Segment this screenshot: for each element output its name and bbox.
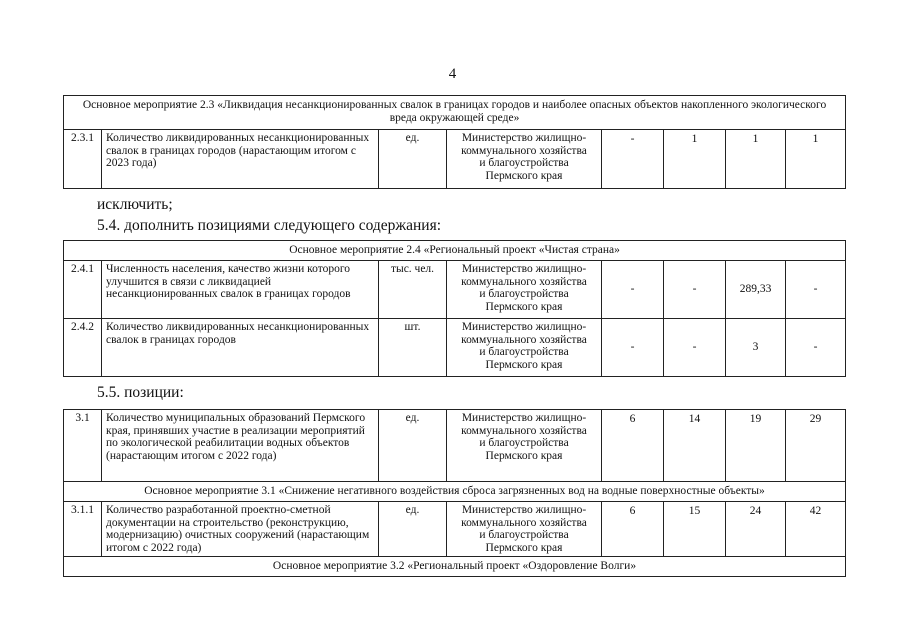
value-1: 6 <box>602 410 664 482</box>
table-row <box>64 502 846 557</box>
table-row <box>64 410 846 482</box>
section-header-3-1: Основное мероприятие 3.1 «Снижение негативного воздействия сброса загрязненных вод на водные поверхностные объекты» <box>64 482 846 502</box>
responsible: Министерство жилищно- коммунального хозяйства и благоустройства Пермского края <box>447 319 602 377</box>
value-2: - <box>664 319 726 377</box>
row-number: 2.4.1 <box>64 261 102 319</box>
value-3: 19 <box>726 410 786 482</box>
indicator-name: Количество разработанной проектно-сметной документации на строительство (реконструкцию, модернизацию) очистных сооружений (нарастающим итогом с 2022 года) <box>102 502 379 557</box>
value-1: 6 <box>602 502 664 557</box>
value-1: - <box>602 261 664 319</box>
indicator-name: Количество ликвидированных несанкционированных свалок в границах городов <box>102 319 379 377</box>
value-3: 3 <box>726 319 786 377</box>
table-2-3 <box>63 95 846 189</box>
table-row <box>64 319 846 377</box>
responsible: Министерство жилищно- коммунального хозяйства и благоустройства Пермского края <box>447 502 602 557</box>
unit: ед. <box>379 410 447 482</box>
unit: тыс. чел. <box>379 261 447 319</box>
value-4: 29 <box>786 410 846 482</box>
page-number: 4 <box>448 66 457 82</box>
value-4: 1 <box>786 130 846 189</box>
row-number: 3.1 <box>64 410 102 482</box>
text-exclude: исключить; <box>97 196 173 213</box>
indicator-name: Численность населения, качество жизни которого улучшится в связи с ликвидацией несанкционированных свалок в границах городов <box>102 261 379 319</box>
unit: шт. <box>379 319 447 377</box>
text-5-4: 5.4. дополнить позициями следующего содержания: <box>97 217 442 234</box>
indicator-name: Количество муниципальных образований Пермского края, принявших участие в реализации мероприятий по экологической реабилитации водных объектов (нарастающим итогом с 2022 года) <box>102 410 379 482</box>
value-4: 42 <box>786 502 846 557</box>
unit: ед. <box>379 502 447 557</box>
table-3 <box>63 409 846 577</box>
indicator-name: Количество ликвидированных несанкционированных свалок в границах городов (нарастающим итогом с 2023 года) <box>102 130 379 189</box>
row-number: 2.3.1 <box>64 130 102 189</box>
unit: ед. <box>379 130 447 189</box>
text-5-5: 5.5. позиции: <box>97 384 184 401</box>
responsible: Министерство жилищно- коммунального хозяйства и благоустройства Пермского края <box>447 261 602 319</box>
responsible: Министерство жилищно- коммунального хозяйства и благоустройства Пермского края <box>447 410 602 482</box>
responsible: Министерство жилищно- коммунального хозяйства и благоустройства Пермского края <box>447 130 602 189</box>
section-header-2-3: Основное мероприятие 2.3 «Ликвидация несанкционированных свалок в границах городов и наиболее опасных объектов накопленного экологического вреда окружающей среде» <box>64 96 846 130</box>
table-row <box>64 261 846 319</box>
value-4: - <box>786 261 846 319</box>
section-header-3-2: Основное мероприятие 3.2 «Региональный проект «Оздоровление Волги» <box>64 557 846 577</box>
row-number: 3.1.1 <box>64 502 102 557</box>
value-1: - <box>602 319 664 377</box>
value-3: 1 <box>726 130 786 189</box>
value-2: 15 <box>664 502 726 557</box>
value-2: 14 <box>664 410 726 482</box>
section-header-2-4: Основное мероприятие 2.4 «Региональный проект «Чистая страна» <box>64 241 846 261</box>
value-3: 24 <box>726 502 786 557</box>
value-1: - <box>602 130 664 189</box>
table-2-4 <box>63 240 846 377</box>
value-3: 289,33 <box>726 261 786 319</box>
row-number: 2.4.2 <box>64 319 102 377</box>
value-4: - <box>786 319 846 377</box>
value-2: 1 <box>664 130 726 189</box>
value-2: - <box>664 261 726 319</box>
table-row <box>64 130 846 189</box>
